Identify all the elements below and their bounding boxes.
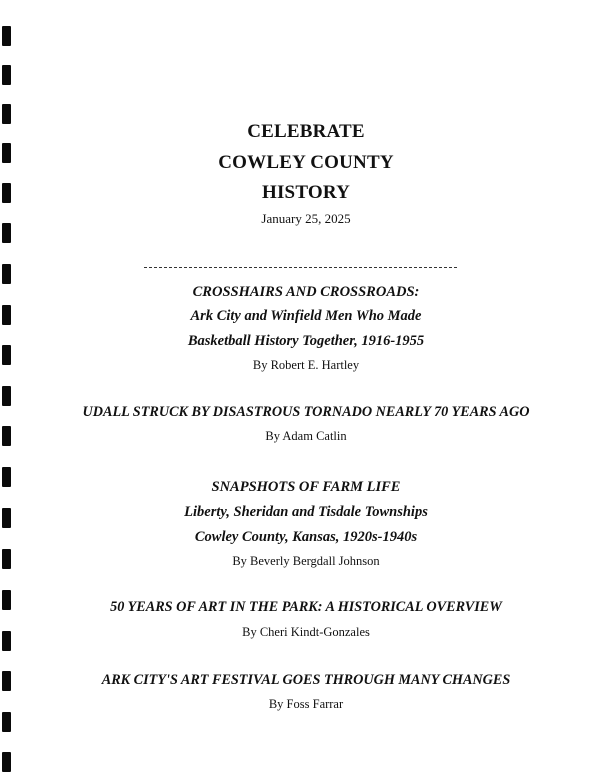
article-title-line: Liberty, Sheridan and Tisdale Townships xyxy=(184,504,428,520)
article-byline: By Cheri Kindt-Gonzales xyxy=(242,625,370,639)
article-byline: By Foss Farrar xyxy=(268,697,344,711)
article-byline: By Adam Catlin xyxy=(265,429,347,443)
article-title-line: Cowley County, Kansas, 1920s-1940s xyxy=(194,529,418,545)
article-byline: By Robert E. Hartley xyxy=(252,358,360,372)
publication-date: January 25, 2025 xyxy=(261,211,351,226)
article-title-line: CROSSHAIRS AND CROSSROADS: xyxy=(192,284,420,300)
page-title-line-2: COWLEY COUNTY xyxy=(218,152,394,173)
page-title-line-1: CELEBRATE xyxy=(247,121,365,142)
dashed-divider xyxy=(144,267,457,268)
article-title-line: ARK CITY'S ART FESTIVAL GOES THROUGH MANY CHANGES xyxy=(101,672,511,688)
article-title-line: UDALL STRUCK BY DISASTROUS TORNADO NEARLY 70 YEARS AGO xyxy=(82,404,530,420)
article-title-line: Ark City and Winfield Men Who Made xyxy=(190,308,422,324)
article-title-line: SNAPSHOTS OF FARM LIFE xyxy=(211,479,401,495)
article-byline: By Beverly Bergdall Johnson xyxy=(232,554,380,568)
article-title-line: Basketball History Together, 1916-1955 xyxy=(187,333,425,349)
article-title-line: 50 YEARS OF ART IN THE PARK: A HISTORICAL OVERVIEW xyxy=(110,599,502,615)
page-title-line-3: HISTORY xyxy=(261,182,351,203)
